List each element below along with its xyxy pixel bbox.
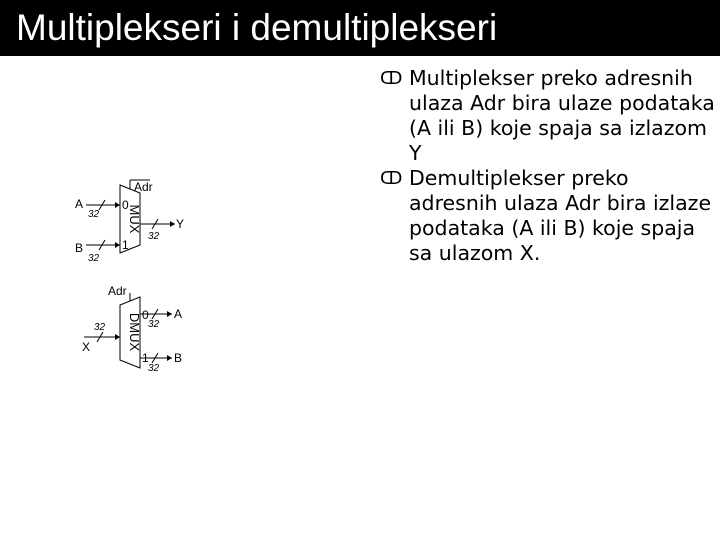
mux-block <box>75 180 184 264</box>
bullet-item-mux <box>380 66 715 166</box>
bullet-text-demux: Demultiplekser preko adresnih ulaza Adr bira izlaze podataka (A ili B) koje spaja sa ulazom X. <box>409 166 712 265</box>
slide-title: Multiplekseri i demultiplekseri <box>16 7 498 48</box>
demux-output-b-arrow <box>167 355 172 361</box>
mux-port-1: 1 <box>122 238 129 252</box>
mux-input-a-width: 32 <box>88 209 100 220</box>
mux-output-width: 32 <box>148 231 160 242</box>
bullet-list <box>380 66 715 266</box>
mux-input-a-label: A <box>75 197 84 211</box>
mux-output-label: Y <box>176 217 185 231</box>
demux-input-arrow <box>115 334 120 340</box>
arrow-up-left-icon: ↀ <box>380 168 403 189</box>
mux-name: MUX <box>127 204 142 234</box>
demux-output-a-label: A <box>174 307 183 321</box>
demux-output-a-width: 32 <box>148 319 160 330</box>
mux-select-label: Adr <box>134 180 153 194</box>
demux-input-label: X <box>82 340 91 354</box>
arrow-up-left-icon: ↀ <box>380 68 403 89</box>
mux-input-a-arrow <box>115 202 120 208</box>
bullet-item-demux <box>380 166 715 266</box>
mux-demux-diagram <box>60 165 200 380</box>
demux-name: DMUX <box>127 312 142 352</box>
mux-input-b-label: B <box>75 241 84 255</box>
bullet-text-mux: Multiplekser preko adresnih ulaza Adr bira ulaze podataka (A ili B) koje spaja sa izlazom Y <box>409 66 715 165</box>
demux-input-width: 32 <box>94 322 106 333</box>
demux-output-b-label: B <box>174 351 183 365</box>
mux-output-arrow <box>170 221 175 227</box>
demux-port-0: 0 <box>142 308 149 322</box>
demux-output-b-width: 32 <box>148 363 160 374</box>
mux-input-b-width: 32 <box>88 253 100 264</box>
demux-select-label: Adr <box>108 284 127 298</box>
mux-port-0: 0 <box>122 198 129 212</box>
demux-block <box>82 284 182 374</box>
title-bar <box>0 0 720 56</box>
demux-output-a-arrow <box>167 311 172 317</box>
mux-input-b-arrow <box>115 242 120 248</box>
demux-port-1: 1 <box>142 351 149 365</box>
